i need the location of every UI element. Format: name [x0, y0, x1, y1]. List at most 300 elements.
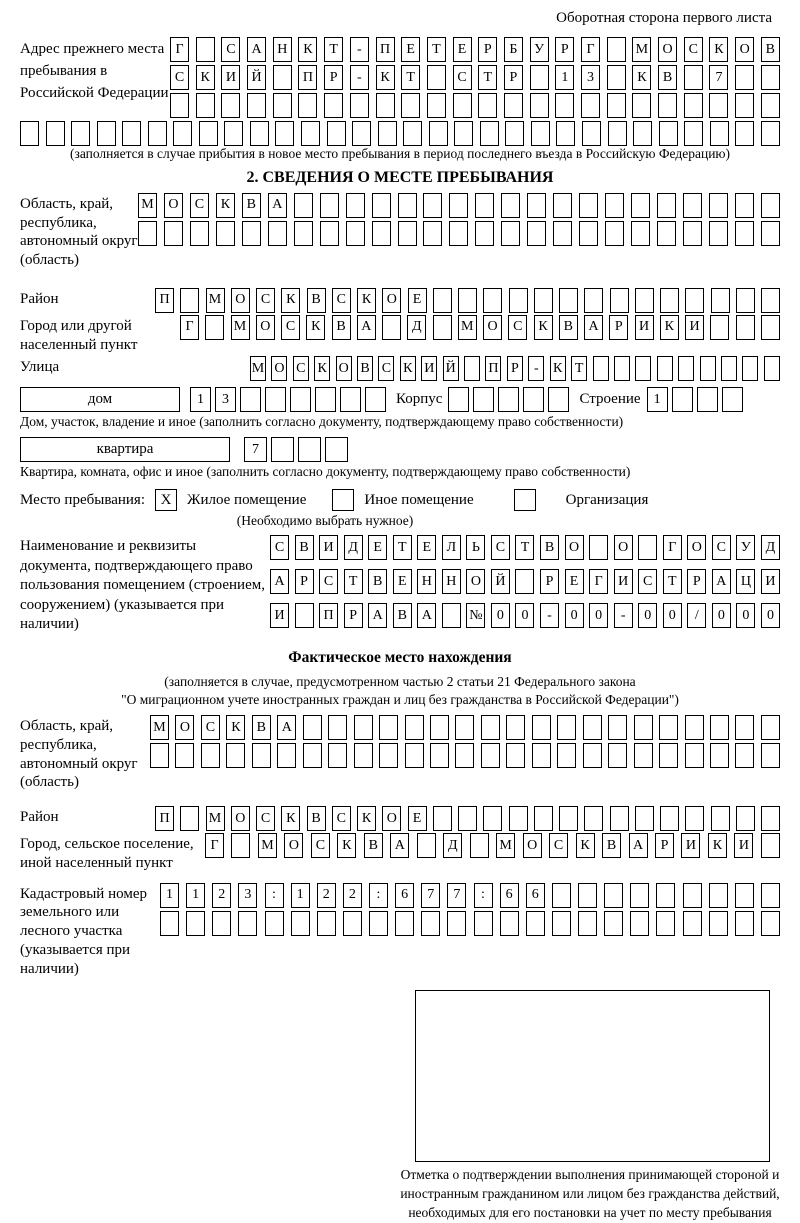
confirmation-mark-box[interactable] — [415, 990, 770, 1162]
char-cell[interactable]: 7 — [709, 65, 728, 90]
char-cell[interactable] — [531, 121, 550, 146]
char-cell[interactable] — [635, 288, 654, 313]
char-cell[interactable] — [475, 193, 494, 218]
char-cell[interactable]: Е — [417, 535, 436, 560]
char-cell[interactable] — [405, 743, 424, 768]
char-cell[interactable] — [683, 193, 702, 218]
char-cell[interactable]: В — [761, 37, 780, 62]
char-cell[interactable] — [501, 193, 520, 218]
char-cell[interactable]: К — [632, 65, 651, 90]
char-cell[interactable] — [660, 806, 679, 831]
char-cell[interactable] — [684, 121, 703, 146]
char-cell[interactable] — [455, 743, 474, 768]
char-cell[interactable] — [761, 221, 780, 246]
char-cell[interactable] — [604, 911, 623, 936]
char-cell[interactable]: С — [311, 833, 330, 858]
char-cell[interactable]: И — [319, 535, 338, 560]
char-cell[interactable] — [506, 715, 525, 740]
char-cell[interactable] — [346, 221, 365, 246]
char-cell[interactable]: О — [382, 288, 401, 313]
char-cell[interactable] — [761, 288, 780, 313]
char-cell[interactable]: П — [319, 603, 338, 628]
char-cell[interactable] — [555, 93, 574, 118]
char-cell[interactable] — [170, 93, 189, 118]
char-cell[interactable] — [464, 356, 480, 381]
char-cell[interactable] — [735, 883, 754, 908]
char-cell[interactable] — [240, 387, 261, 412]
char-cell[interactable] — [474, 911, 493, 936]
char-cell[interactable] — [658, 93, 677, 118]
char-cell[interactable]: И — [270, 603, 289, 628]
char-cell[interactable]: Й — [247, 65, 266, 90]
char-cell[interactable] — [683, 883, 702, 908]
char-cell[interactable] — [523, 387, 544, 412]
char-cell[interactable]: С — [270, 535, 289, 560]
char-cell[interactable] — [635, 356, 651, 381]
char-cell[interactable] — [354, 715, 373, 740]
char-cell[interactable] — [498, 387, 519, 412]
char-cell[interactable]: 2 — [317, 883, 336, 908]
char-cell[interactable] — [475, 221, 494, 246]
char-cell[interactable]: К — [196, 65, 215, 90]
char-cell[interactable]: - — [540, 603, 559, 628]
char-cell[interactable]: 0 — [638, 603, 657, 628]
char-cell[interactable] — [710, 121, 729, 146]
char-cell[interactable] — [298, 437, 321, 462]
char-cell[interactable] — [327, 121, 346, 146]
char-cell[interactable]: 0 — [736, 603, 755, 628]
char-cell[interactable]: В — [559, 315, 578, 340]
char-cell[interactable]: Г — [589, 569, 608, 594]
char-cell[interactable]: В — [307, 288, 326, 313]
char-cell[interactable]: 0 — [565, 603, 584, 628]
char-cell[interactable] — [483, 288, 502, 313]
char-cell[interactable]: № — [466, 603, 485, 628]
char-cell[interactable] — [657, 193, 676, 218]
char-cell[interactable]: Н — [417, 569, 436, 594]
char-cell[interactable] — [324, 93, 343, 118]
char-cell[interactable]: А — [629, 833, 648, 858]
char-cell[interactable]: И — [681, 833, 700, 858]
char-cell[interactable]: М — [258, 833, 277, 858]
char-cell[interactable]: 0 — [491, 603, 510, 628]
char-cell[interactable]: - — [614, 603, 633, 628]
char-cell[interactable]: С — [256, 288, 275, 313]
char-cell[interactable] — [735, 93, 754, 118]
char-cell[interactable] — [557, 715, 576, 740]
char-cell[interactable] — [265, 387, 286, 412]
char-cell[interactable] — [298, 93, 317, 118]
char-cell[interactable] — [379, 743, 398, 768]
char-cell[interactable] — [138, 221, 157, 246]
char-cell[interactable]: А — [390, 833, 409, 858]
char-cell[interactable]: Н — [273, 37, 292, 62]
char-cell[interactable] — [614, 356, 630, 381]
char-cell[interactable] — [685, 288, 704, 313]
char-cell[interactable] — [742, 356, 758, 381]
char-cell[interactable] — [735, 715, 754, 740]
char-cell[interactable]: Р — [609, 315, 628, 340]
char-cell[interactable] — [761, 315, 780, 340]
char-cell[interactable]: - — [350, 65, 369, 90]
char-cell[interactable]: Й — [491, 569, 510, 594]
char-cell[interactable] — [506, 743, 525, 768]
char-cell[interactable] — [201, 743, 220, 768]
char-cell[interactable]: М — [206, 806, 225, 831]
char-cell[interactable] — [735, 911, 754, 936]
char-cell[interactable] — [527, 221, 546, 246]
char-cell[interactable]: 1 — [291, 883, 310, 908]
char-cell[interactable] — [294, 193, 313, 218]
char-cell[interactable] — [589, 535, 608, 560]
char-cell[interactable] — [557, 743, 576, 768]
char-cell[interactable]: О — [284, 833, 303, 858]
char-cell[interactable]: О — [523, 833, 542, 858]
char-cell[interactable] — [199, 121, 218, 146]
char-cell[interactable]: О — [735, 37, 754, 62]
char-cell[interactable]: Е — [408, 806, 427, 831]
char-cell[interactable]: В — [357, 356, 373, 381]
char-cell[interactable]: К — [216, 193, 235, 218]
char-cell[interactable]: / — [687, 603, 706, 628]
char-cell[interactable]: 2 — [343, 883, 362, 908]
char-cell[interactable]: Р — [478, 37, 497, 62]
char-cell[interactable] — [635, 806, 654, 831]
char-cell[interactable] — [722, 387, 743, 412]
char-cell[interactable]: Д — [443, 833, 462, 858]
char-cell[interactable] — [509, 288, 528, 313]
char-cell[interactable]: Р — [504, 65, 523, 90]
char-cell[interactable] — [190, 221, 209, 246]
char-cell[interactable] — [295, 603, 314, 628]
char-cell[interactable]: 7 — [447, 883, 466, 908]
char-cell[interactable] — [761, 93, 780, 118]
char-cell[interactable] — [315, 387, 336, 412]
char-cell[interactable]: И — [734, 833, 753, 858]
char-cell[interactable] — [294, 221, 313, 246]
char-cell[interactable]: А — [357, 315, 376, 340]
char-cell[interactable]: Р — [295, 569, 314, 594]
char-cell[interactable] — [579, 221, 598, 246]
char-cell[interactable]: - — [350, 37, 369, 62]
char-cell[interactable]: И — [614, 569, 633, 594]
char-cell[interactable] — [735, 193, 754, 218]
char-cell[interactable]: Т — [515, 535, 534, 560]
char-cell[interactable]: Д — [407, 315, 426, 340]
char-cell[interactable] — [458, 806, 477, 831]
char-cell[interactable]: К — [708, 833, 727, 858]
char-cell[interactable]: С — [491, 535, 510, 560]
char-cell[interactable]: М — [150, 715, 169, 740]
char-cell[interactable] — [164, 221, 183, 246]
char-cell[interactable]: Р — [324, 65, 343, 90]
char-cell[interactable]: В — [540, 535, 559, 560]
char-cell[interactable]: К — [400, 356, 416, 381]
char-cell[interactable] — [473, 387, 494, 412]
char-cell[interactable] — [500, 911, 519, 936]
char-cell[interactable]: Е — [393, 569, 412, 594]
char-cell[interactable]: О — [565, 535, 584, 560]
char-cell[interactable]: П — [155, 806, 174, 831]
char-cell[interactable] — [685, 715, 704, 740]
char-cell[interactable]: С — [378, 356, 394, 381]
char-cell[interactable]: 3 — [238, 883, 257, 908]
char-cell[interactable] — [303, 715, 322, 740]
char-cell[interactable] — [656, 883, 675, 908]
char-cell[interactable] — [449, 221, 468, 246]
char-cell[interactable] — [631, 193, 650, 218]
char-cell[interactable]: 1 — [190, 387, 211, 412]
char-cell[interactable] — [632, 93, 651, 118]
char-cell[interactable]: М — [632, 37, 651, 62]
char-cell[interactable]: А — [712, 569, 731, 594]
char-cell[interactable] — [379, 715, 398, 740]
char-cell[interactable]: 2 — [212, 883, 231, 908]
char-cell[interactable]: Г — [170, 37, 189, 62]
char-cell[interactable]: О — [614, 535, 633, 560]
char-cell[interactable]: : — [265, 883, 284, 908]
checkbox-residential[interactable]: X — [155, 489, 177, 511]
char-cell[interactable]: У — [736, 535, 755, 560]
char-cell[interactable]: С — [319, 569, 338, 594]
char-cell[interactable] — [433, 806, 452, 831]
char-cell[interactable] — [173, 121, 192, 146]
char-cell[interactable]: С — [170, 65, 189, 90]
char-cell[interactable]: К — [550, 356, 566, 381]
char-cell[interactable] — [630, 883, 649, 908]
char-cell[interactable] — [273, 65, 292, 90]
char-cell[interactable]: Т — [324, 37, 343, 62]
char-cell[interactable]: В — [295, 535, 314, 560]
char-cell[interactable]: Р — [655, 833, 674, 858]
char-cell[interactable]: В — [393, 603, 412, 628]
char-cell[interactable] — [447, 911, 466, 936]
char-cell[interactable] — [683, 221, 702, 246]
char-cell[interactable] — [608, 121, 627, 146]
char-cell[interactable] — [711, 288, 730, 313]
char-cell[interactable] — [579, 193, 598, 218]
char-cell[interactable] — [328, 743, 347, 768]
char-cell[interactable]: П — [376, 37, 395, 62]
char-cell[interactable]: С — [221, 37, 240, 62]
char-cell[interactable] — [709, 883, 728, 908]
char-cell[interactable] — [697, 387, 718, 412]
char-cell[interactable] — [291, 911, 310, 936]
char-cell[interactable] — [710, 743, 729, 768]
char-cell[interactable] — [423, 193, 442, 218]
char-cell[interactable] — [761, 806, 780, 831]
char-cell[interactable] — [553, 221, 572, 246]
char-cell[interactable] — [530, 93, 549, 118]
char-cell[interactable] — [761, 193, 780, 218]
char-cell[interactable]: А — [270, 569, 289, 594]
char-cell[interactable] — [515, 569, 534, 594]
char-cell[interactable] — [684, 65, 703, 90]
checkbox-organization[interactable] — [514, 489, 536, 511]
char-cell[interactable] — [238, 911, 257, 936]
char-cell[interactable]: К — [576, 833, 595, 858]
char-cell[interactable]: К — [534, 315, 553, 340]
char-cell[interactable]: О — [271, 356, 287, 381]
char-cell[interactable]: К — [281, 806, 300, 831]
char-cell[interactable] — [660, 288, 679, 313]
char-cell[interactable]: Г — [663, 535, 682, 560]
char-cell[interactable] — [277, 743, 296, 768]
char-cell[interactable]: Р — [555, 37, 574, 62]
char-cell[interactable] — [265, 911, 284, 936]
char-cell[interactable] — [709, 911, 728, 936]
char-cell[interactable] — [721, 356, 737, 381]
char-cell[interactable]: 1 — [647, 387, 668, 412]
char-cell[interactable] — [505, 121, 524, 146]
char-cell[interactable]: 7 — [421, 883, 440, 908]
char-cell[interactable]: И — [221, 65, 240, 90]
char-cell[interactable] — [180, 288, 199, 313]
char-cell[interactable]: П — [485, 356, 501, 381]
char-cell[interactable]: К — [298, 37, 317, 62]
char-cell[interactable] — [216, 221, 235, 246]
char-cell[interactable] — [607, 65, 626, 90]
char-cell[interactable]: 6 — [500, 883, 519, 908]
char-cell[interactable] — [504, 93, 523, 118]
char-cell[interactable] — [268, 221, 287, 246]
char-cell[interactable] — [685, 743, 704, 768]
char-cell[interactable] — [605, 221, 624, 246]
char-cell[interactable] — [481, 715, 500, 740]
char-cell[interactable]: Т — [393, 535, 412, 560]
char-cell[interactable]: Ц — [736, 569, 755, 594]
char-cell[interactable]: А — [268, 193, 287, 218]
char-cell[interactable] — [631, 221, 650, 246]
char-cell[interactable] — [607, 93, 626, 118]
char-cell[interactable] — [369, 911, 388, 936]
char-cell[interactable]: Г — [205, 833, 224, 858]
char-cell[interactable] — [683, 911, 702, 936]
char-cell[interactable]: 0 — [589, 603, 608, 628]
char-cell[interactable]: Т — [663, 569, 682, 594]
char-cell[interactable] — [378, 121, 397, 146]
char-cell[interactable]: В — [658, 65, 677, 90]
char-cell[interactable] — [659, 121, 678, 146]
char-cell[interactable]: А — [277, 715, 296, 740]
char-cell[interactable]: О — [466, 569, 485, 594]
char-cell[interactable] — [398, 193, 417, 218]
char-cell[interactable] — [559, 806, 578, 831]
char-cell[interactable]: 1 — [555, 65, 574, 90]
char-cell[interactable] — [638, 535, 657, 560]
char-cell[interactable] — [46, 121, 65, 146]
char-cell[interactable] — [761, 65, 780, 90]
char-cell[interactable]: Е — [368, 535, 387, 560]
char-cell[interactable] — [224, 121, 243, 146]
char-cell[interactable] — [480, 121, 499, 146]
char-cell[interactable]: М — [138, 193, 157, 218]
char-cell[interactable] — [175, 743, 194, 768]
char-cell[interactable]: К — [357, 288, 376, 313]
char-cell[interactable]: А — [584, 315, 603, 340]
char-cell[interactable]: С — [453, 65, 472, 90]
char-cell[interactable] — [231, 833, 250, 858]
char-cell[interactable] — [421, 911, 440, 936]
char-cell[interactable] — [205, 315, 224, 340]
char-cell[interactable]: О — [231, 288, 250, 313]
char-cell[interactable]: Ь — [466, 535, 485, 560]
char-cell[interactable]: О — [382, 806, 401, 831]
char-cell[interactable]: Е — [565, 569, 584, 594]
char-cell[interactable] — [478, 93, 497, 118]
char-cell[interactable]: О — [256, 315, 275, 340]
char-cell[interactable] — [530, 65, 549, 90]
char-cell[interactable]: С — [712, 535, 731, 560]
char-cell[interactable]: Т — [427, 37, 446, 62]
char-cell[interactable]: С — [293, 356, 309, 381]
char-cell[interactable]: К — [709, 37, 728, 62]
char-cell[interactable] — [672, 387, 693, 412]
char-cell[interactable] — [578, 911, 597, 936]
char-cell[interactable] — [736, 806, 755, 831]
char-cell[interactable] — [97, 121, 116, 146]
char-cell[interactable]: П — [155, 288, 174, 313]
char-cell[interactable] — [250, 121, 269, 146]
char-cell[interactable]: Е — [401, 37, 420, 62]
char-cell[interactable] — [325, 437, 348, 462]
char-cell[interactable] — [527, 193, 546, 218]
char-cell[interactable] — [290, 387, 311, 412]
char-cell[interactable] — [532, 715, 551, 740]
char-cell[interactable]: О — [336, 356, 352, 381]
char-cell[interactable]: К — [376, 65, 395, 90]
char-cell[interactable] — [481, 743, 500, 768]
char-cell[interactable] — [710, 715, 729, 740]
char-cell[interactable] — [633, 121, 652, 146]
char-cell[interactable] — [196, 93, 215, 118]
char-cell[interactable] — [417, 833, 436, 858]
char-cell[interactable] — [448, 387, 469, 412]
char-cell[interactable] — [684, 93, 703, 118]
char-cell[interactable]: К — [660, 315, 679, 340]
char-cell[interactable]: М — [496, 833, 515, 858]
char-cell[interactable]: Г — [180, 315, 199, 340]
char-cell[interactable] — [458, 288, 477, 313]
char-cell[interactable] — [709, 221, 728, 246]
char-cell[interactable]: М — [458, 315, 477, 340]
char-cell[interactable] — [593, 356, 609, 381]
char-cell[interactable]: К — [281, 288, 300, 313]
char-cell[interactable]: С — [190, 193, 209, 218]
char-cell[interactable] — [433, 288, 452, 313]
char-cell[interactable]: Т — [344, 569, 363, 594]
char-cell[interactable]: 1 — [186, 883, 205, 908]
char-cell[interactable] — [578, 883, 597, 908]
char-cell[interactable] — [607, 37, 626, 62]
char-cell[interactable] — [761, 833, 780, 858]
char-cell[interactable]: О — [175, 715, 194, 740]
char-cell[interactable] — [350, 93, 369, 118]
char-cell[interactable] — [659, 743, 678, 768]
char-cell[interactable]: С — [256, 806, 275, 831]
char-cell[interactable] — [328, 715, 347, 740]
char-cell[interactable] — [735, 743, 754, 768]
char-cell[interactable] — [453, 93, 472, 118]
char-cell[interactable] — [483, 806, 502, 831]
char-cell[interactable] — [501, 221, 520, 246]
char-cell[interactable] — [221, 93, 240, 118]
char-cell[interactable] — [657, 356, 673, 381]
char-cell[interactable] — [552, 883, 571, 908]
char-cell[interactable]: М — [206, 288, 225, 313]
char-cell[interactable]: М — [250, 356, 266, 381]
char-cell[interactable] — [710, 315, 729, 340]
